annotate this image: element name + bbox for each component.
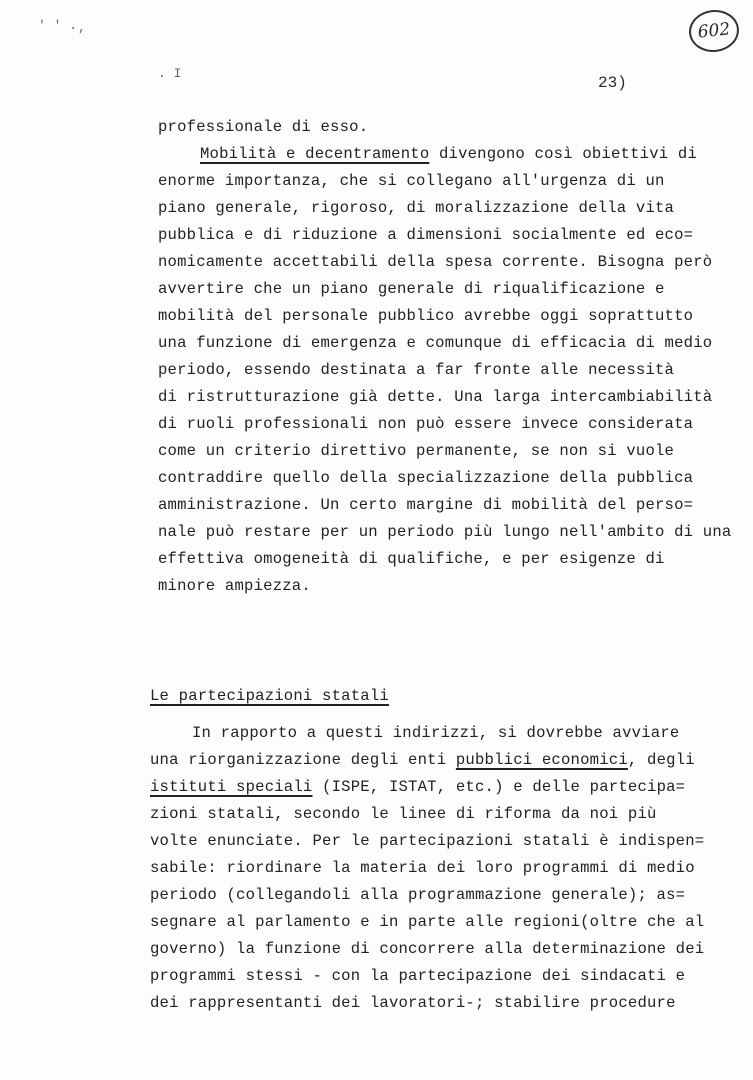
page-number: 23) bbox=[598, 74, 627, 92]
body-section-mobility bbox=[158, 114, 732, 600]
underlined-phrase: pubblici economici bbox=[455, 751, 628, 769]
stamp-number: 602 bbox=[696, 19, 732, 43]
text-line: una funzione di emergenza e comunque di efficacia di medio bbox=[158, 334, 713, 352]
margin-mark: . I bbox=[158, 66, 182, 81]
text-line: professionale di esso. bbox=[158, 118, 369, 136]
text-fragment: , degli bbox=[627, 751, 695, 769]
text-line bbox=[150, 774, 720, 801]
text-line: effettiva omogeneità di qualifiche, e per esigenze di bbox=[158, 550, 665, 568]
text-line: volte enunciate. Per le partecipazioni statali è indispen= bbox=[150, 832, 705, 850]
text-line: sabile: riordinare la materia dei loro programmi di medio bbox=[150, 859, 695, 877]
text-line: di ristrutturazione già dette. Una larga intercambiabilità bbox=[158, 388, 713, 406]
text-line: nomicamente accettabili della spesa corrente. Bisogna però bbox=[158, 253, 713, 271]
text-line: mobilità del personale pubblico avrebbe oggi soprattutto bbox=[158, 307, 694, 325]
section-heading bbox=[150, 683, 720, 710]
text-line: contraddire quello della specializzazione della pubblica bbox=[158, 469, 694, 487]
text-line: avvertire che un piano generale di riqualificazione e bbox=[158, 280, 665, 298]
margin-mark: ' ' . bbox=[38, 18, 78, 33]
text-line: di ruoli professionali non può essere invece considerata bbox=[158, 415, 694, 433]
text-line: zioni statali, secondo le linee di riforma da noi più bbox=[150, 805, 657, 823]
text-line: periodo, essendo destinata a far fronte alle necessità bbox=[158, 361, 675, 379]
text-line: programmi stessi - con la partecipazione dei sindacati e bbox=[150, 967, 686, 985]
text-line: periodo (collegandoli alla programmazione generale); as= bbox=[150, 886, 686, 904]
text-fragment: una riorganizzazione degli enti bbox=[150, 751, 456, 769]
underlined-phrase: istituti speciali bbox=[150, 778, 313, 796]
text-line: segnare al parlamento e in parte alle regioni(oltre che al bbox=[150, 913, 705, 931]
text-fragment: (ISPE, ISTAT, etc.) e delle partecipa= bbox=[312, 778, 686, 796]
text-line: pubblica e di riduzione a dimensioni socialmente ed eco= bbox=[158, 226, 694, 244]
section-heading-text: Le partecipazioni statali bbox=[150, 687, 389, 705]
text-line: minore ampiezza. bbox=[158, 577, 311, 595]
text-line bbox=[150, 747, 720, 774]
text-line: governo) la funzione di concorrere alla determinazione dei bbox=[150, 940, 705, 958]
margin-mark: , bbox=[78, 20, 86, 35]
text-line: In rapporto a questi indirizzi, si dovrebbe avviare bbox=[192, 724, 680, 742]
text-line: piano generale, rigoroso, di moralizzazione della vita bbox=[158, 199, 675, 217]
text-line: nale può restare per un periodo più lungo nell'ambito di una bbox=[158, 523, 732, 541]
text-line: come un criterio direttivo permanente, se non si vuole bbox=[158, 442, 675, 460]
text-fragment: divengono così obiettivi di bbox=[429, 145, 698, 163]
handwritten-page-stamp bbox=[687, 8, 741, 55]
body-section-state-holdings bbox=[150, 683, 720, 1017]
text-line: amministrazione. Un certo margine di mobilità del perso= bbox=[158, 496, 694, 514]
text-line bbox=[158, 141, 718, 168]
text-line: dei rappresentanti dei lavoratori-; stabilire procedure bbox=[150, 994, 676, 1012]
text-line: enorme importanza, che si collegano all'urgenza di un bbox=[158, 172, 665, 190]
underlined-phrase: Mobilità e decentramento bbox=[200, 145, 430, 163]
